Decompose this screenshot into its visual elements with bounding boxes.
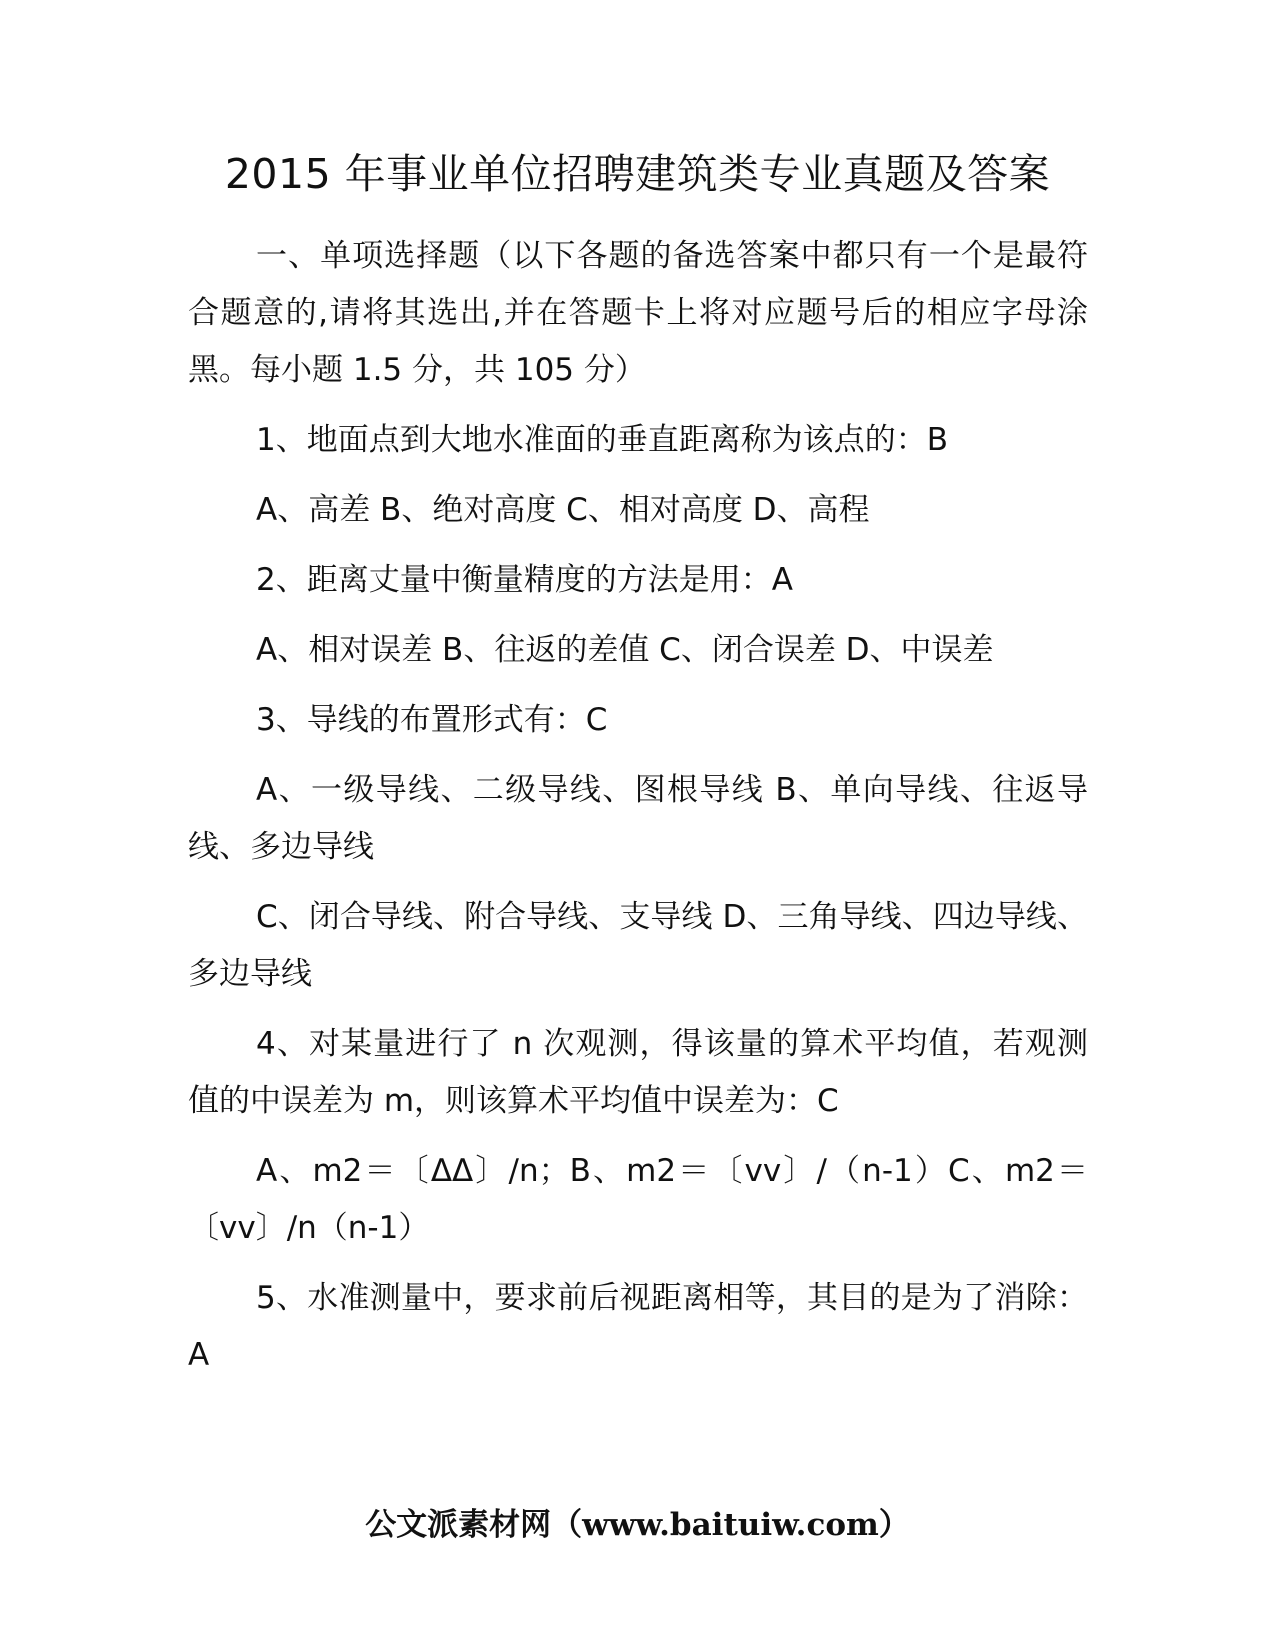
document-body <box>188 228 1088 1397</box>
question-3: 3、导线的布置形式有：C <box>256 702 608 738</box>
question-1: 1、地面点到大地水准面的垂直距离称为该点的：B <box>256 422 948 458</box>
question-2: 2、距离丈量中衡量精度的方法是用：A <box>256 562 793 598</box>
section-heading-single-choice: 一、单项选择题（以下各题的备选答案中都只有一个是最符合题意的,请将其选出,并在答题卡上将对应题号后的相应字母涂黑。每小题 1.5 分，共 105 分） <box>188 238 1088 388</box>
page-footer: 公文派素材网（www.baituiw.com） <box>365 1507 910 1543</box>
question-5: 5、水准测量中，要求前后视距离相等，其目的是为了消除：A <box>188 1280 1088 1373</box>
question-3-options-ab: A、一级导线、二级导线、图根导线 B、单向导线、往返导线、多边导线 <box>188 772 1088 865</box>
question-3-options-cd: C、闭合导线、附合导线、支导线 D、三角导线、四边导线、多边导线 <box>188 899 1088 992</box>
question-4: 4、对某量进行了 n 次观测，得该量的算术平均值，若观测值的中误差为 m，则该算术平均值中误差为：C <box>188 1026 1088 1119</box>
question-4-options: A、m2＝〔ΔΔ〕/n；B、m2＝〔vv〕/（n-1）C、m2＝〔vv〕/n（n-1） <box>188 1153 1088 1246</box>
document-title: 2015 年事业单位招聘建筑类专业真题及答案 <box>224 150 1051 198</box>
question-2-options: A、相对误差 B、往返的差值 C、闭合误差 D、中误差 <box>256 632 994 668</box>
question-1-options: A、高差 B、绝对高度 C、相对高度 D、高程 <box>256 492 870 528</box>
